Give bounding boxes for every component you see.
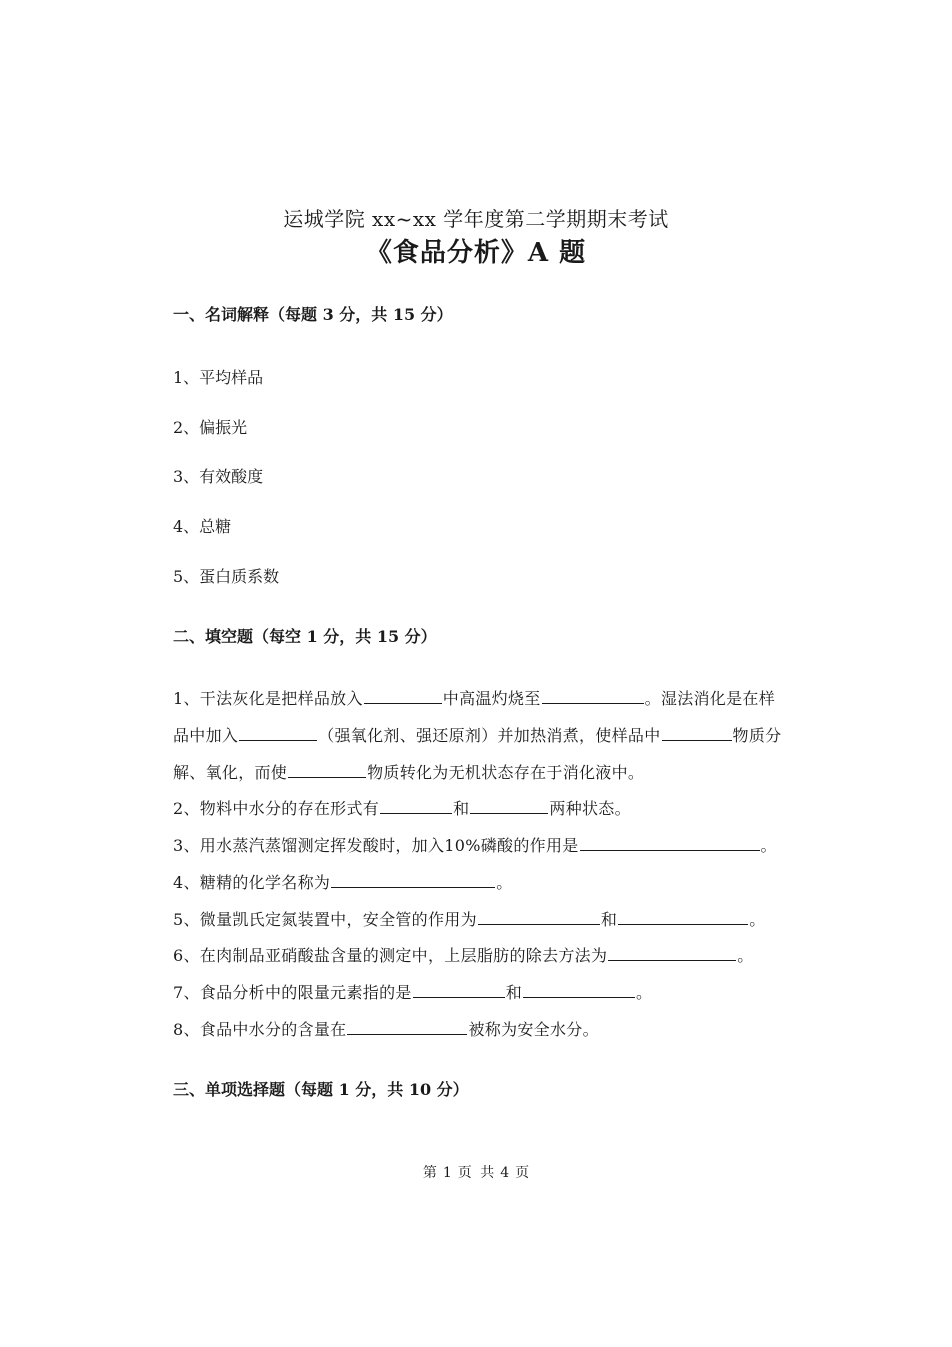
fill-question-line: 6、在肉制品亚硝酸盐含量的测定中，上层脂肪的除去方法为 。 — [173, 946, 754, 965]
section-heading-fill-blank: 二、填空题（每空 1 分，共 15 分） — [173, 627, 437, 646]
answer-blank[interactable] — [580, 836, 760, 851]
term-item: 5、蛋白质系数 — [173, 567, 280, 586]
term-item: 2、偏振光 — [173, 418, 248, 437]
term-item: 4、总糖 — [173, 517, 232, 536]
answer-blank[interactable] — [523, 983, 635, 998]
section-heading-single-choice: 三、单项选择题（每题 1 分，共 10 分） — [173, 1080, 469, 1099]
exam-title: 《食品分析》A 题 — [365, 238, 587, 268]
page-footer: 第 1 页 共 4 页 — [422, 1165, 530, 1181]
fill-question-line: 8、食品中水分的含量在 被称为安全水分。 — [173, 1020, 599, 1039]
fill-question-line: 品中加入 （强氧化剂、强还原剂）并加热消煮，使样品中 物质分 — [173, 726, 782, 745]
answer-blank[interactable] — [470, 799, 548, 814]
answer-blank[interactable] — [478, 910, 600, 925]
answer-blank[interactable] — [608, 946, 736, 961]
fill-question-line: 5、微量凯氏定氮装置中，安全管的作用为 和 。 — [173, 910, 766, 929]
answer-blank[interactable] — [618, 910, 748, 925]
section-heading-terms: 一、名词解释（每题 3 分，共 15 分） — [173, 305, 453, 324]
answer-blank[interactable] — [542, 689, 644, 704]
answer-blank[interactable] — [239, 726, 317, 741]
fill-question-line: 4、糖精的化学名称为 。 — [173, 873, 513, 892]
current-page-number: 1 — [442, 1165, 452, 1181]
fill-question-line: 7、食品分析中的限量元素指的是 和 。 — [173, 983, 653, 1002]
answer-blank[interactable] — [413, 983, 505, 998]
answer-blank[interactable] — [380, 799, 452, 814]
answer-blank[interactable] — [347, 1020, 467, 1035]
fill-question-line: 1、干法灰化是把样品放入 中高温灼烧至 。湿法消化是在样 — [173, 689, 775, 708]
term-item: 3、有效酸度 — [173, 467, 264, 486]
fill-question-line: 2、物料中水分的存在形式有 和 两种状态。 — [173, 799, 631, 818]
fill-question-line: 解、氧化，而使 物质转化为无机状态存在于消化液中。 — [173, 763, 645, 782]
exam-subtitle: 运城学院 xx~xx 学年度第二学期期末考试 — [283, 207, 669, 231]
answer-blank[interactable] — [364, 689, 442, 704]
total-page-number: 4 — [500, 1165, 510, 1181]
answer-blank[interactable] — [288, 763, 366, 778]
answer-blank[interactable] — [662, 726, 732, 741]
fill-question-line: 3、用水蒸汽蒸馏测定挥发酸时，加入10%磷酸的作用是 。 — [173, 836, 777, 855]
term-item: 1、平均样品 — [173, 368, 264, 387]
answer-blank[interactable] — [331, 873, 495, 888]
